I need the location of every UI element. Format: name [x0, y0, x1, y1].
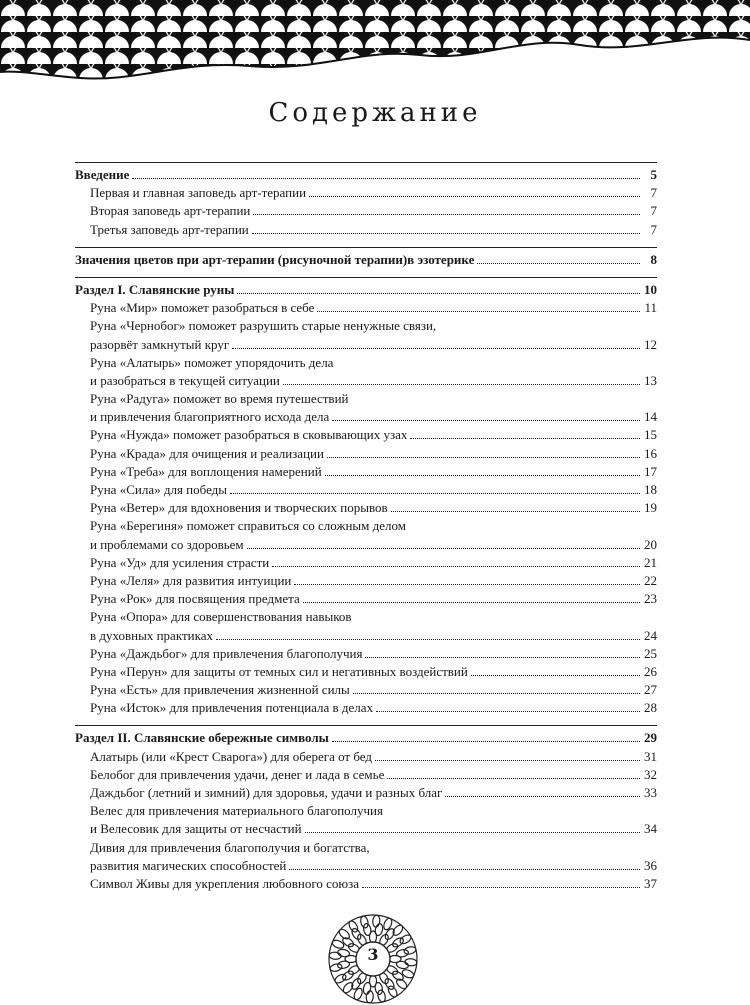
toc-page-number: 7 — [650, 221, 657, 237]
toc-page-number: 7 — [650, 185, 657, 201]
toc-entry-first-line: Руна «Чернобог» поможет разрушить старые ненужные связи, — [90, 318, 437, 334]
toc-entry[interactable] — [75, 875, 657, 893]
dot-leader — [376, 710, 640, 712]
toc-page-number: 26 — [644, 663, 657, 679]
toc-entry-title: Введение — [75, 167, 130, 182]
toc-page-number: 15 — [644, 427, 657, 443]
dot-leader — [317, 310, 640, 312]
toc-entry-title: и проблемами со здоровьем — [90, 536, 244, 552]
toc-page-number: 23 — [644, 591, 657, 607]
toc-entry[interactable] — [75, 820, 657, 838]
toc-section — [75, 277, 657, 718]
toc-page-number: 31 — [644, 748, 657, 764]
dot-leader — [365, 656, 640, 658]
toc-entry[interactable] — [75, 554, 657, 572]
dot-leader — [252, 232, 640, 234]
toc-page-number: 16 — [644, 445, 657, 461]
toc-page-number: 33 — [644, 785, 657, 800]
toc-entry-title: Руна «Леля» для развития интуиции — [90, 572, 292, 588]
dot-leader — [471, 674, 640, 676]
toc-entry-title: Алатырь (или «Крест Сварога») для оберега от бед — [90, 748, 373, 764]
toc-section-heading[interactable] — [75, 251, 657, 269]
dot-leader — [294, 583, 640, 585]
dot-leader — [332, 740, 640, 742]
toc-page-number: 18 — [644, 482, 657, 497]
page-title: Содержание — [268, 98, 482, 128]
toc-entry-title: и Велесовик для защиты от несчастий — [90, 821, 302, 837]
dot-leader — [327, 456, 640, 458]
toc-entry-title: Третья заповедь арт-терапии — [90, 221, 249, 237]
dot-leader — [391, 510, 640, 512]
dot-leader — [309, 195, 640, 197]
toc-entry-first-line: Руна «Берегиня» поможет справиться со сложным делом — [90, 518, 406, 534]
toc-section-heading[interactable] — [75, 729, 657, 747]
toc-entry-title: Белобог для привлечения удачи, денег и лада в семье — [90, 766, 385, 782]
dot-leader — [445, 795, 640, 797]
toc-page-number: 17 — [644, 463, 657, 479]
toc-entry-title: Руна «Уд» для усиления страсти — [90, 554, 270, 570]
toc-entry[interactable] — [75, 536, 657, 554]
dot-leader — [132, 177, 640, 179]
toc-entry-title: разорвёт замкнутый круг — [90, 336, 230, 352]
toc-entry-title: Даждьбог (летний и зимний) для здоровья, удачи и разных благ — [90, 785, 443, 800]
toc-page-number: 10 — [644, 281, 657, 297]
toc-section — [75, 247, 657, 269]
dot-leader — [353, 692, 640, 694]
toc-entry-first-line: Дивия для привлечения благополучия и богатства, — [90, 839, 370, 855]
toc-page-number: 32 — [644, 766, 657, 782]
toc-entry-title: Раздел I. Славянские руны — [75, 281, 235, 297]
toc-entry-title: Вторая заповедь арт-терапии — [90, 203, 251, 219]
toc-page-number: 20 — [644, 536, 657, 552]
toc-entry[interactable] — [75, 590, 657, 608]
dot-leader — [410, 437, 640, 439]
toc-entry[interactable] — [75, 748, 657, 766]
toc-entry[interactable] — [75, 572, 657, 590]
dot-leader — [230, 492, 640, 494]
toc-entry[interactable] — [75, 426, 657, 444]
dot-leader — [362, 886, 640, 888]
dot-leader — [216, 638, 640, 640]
toc-entry-title: Руна «Нужда» поможет разобраться в сковывающих узах — [90, 427, 408, 443]
toc-entry[interactable] — [75, 372, 657, 390]
toc-entry-title: Руна «Сила» для победы — [90, 482, 228, 497]
toc-page-number: 8 — [650, 251, 657, 267]
toc-entry[interactable] — [75, 184, 657, 202]
toc-entry[interactable] — [75, 766, 657, 784]
dot-leader — [375, 759, 640, 761]
toc-entry-title: Руна «Крада» для очищения и реализации — [90, 445, 324, 461]
dot-leader — [283, 383, 640, 385]
toc-entry[interactable] — [75, 857, 657, 875]
toc-entry-title: в духовных практиках — [90, 627, 213, 643]
toc-page-number: 25 — [644, 645, 657, 661]
dot-leader — [305, 831, 640, 833]
toc-entry[interactable] — [75, 481, 657, 499]
toc-page-number: 7 — [650, 203, 657, 219]
toc-entry[interactable] — [75, 699, 657, 717]
toc-entry[interactable] — [75, 408, 657, 426]
toc-entry-title: и привлечения благоприятного исхода дела — [90, 409, 330, 425]
toc-section-heading[interactable] — [75, 281, 657, 299]
toc-entry[interactable] — [75, 299, 657, 317]
toc-entry-title: Руна «Даждьбог» для привлечения благополучия — [90, 645, 363, 661]
dot-leader — [237, 292, 640, 294]
toc-entry[interactable] — [75, 336, 657, 354]
toc-page-number: 13 — [644, 372, 657, 388]
toc-entry[interactable] — [75, 681, 657, 699]
toc-entry-title: Руна «Перун» для защиты от темных сил и негативных воздействий — [90, 663, 468, 679]
toc-entry-title: Руна «Рок» для посвящения предмета — [90, 591, 300, 607]
toc-entry[interactable] — [75, 463, 657, 481]
toc-page-number: 14 — [644, 409, 657, 425]
dot-leader — [247, 547, 640, 549]
toc-entry-title: и разобраться в текущей ситуации — [90, 372, 280, 388]
toc-entry-title: Значения цветов при арт-терапии (рисуночной терапии)в эзотерике — [75, 251, 475, 267]
toc-entry-first-line: Велес для привлечения материального благополучия — [90, 803, 383, 819]
toc-page-number: 36 — [644, 857, 657, 873]
toc-entry[interactable] — [75, 627, 657, 645]
dot-leader — [387, 777, 640, 779]
toc-page-number: 22 — [644, 572, 657, 588]
toc-page-number: 21 — [644, 554, 657, 570]
toc-entry[interactable] — [75, 499, 657, 517]
toc-entry[interactable] — [75, 645, 657, 663]
toc-page-number: 28 — [644, 700, 657, 716]
toc-entry-first-line: Руна «Радуга» поможет во время путешествий — [90, 391, 349, 407]
toc-entry-title: Раздел II. Славянские обережные символы — [75, 730, 329, 746]
toc-page-number: 12 — [644, 336, 657, 352]
toc-section — [75, 162, 657, 239]
page-number: 3 — [367, 945, 379, 964]
toc-entry-title: Руна «Мир» поможет разобраться в себе — [90, 300, 315, 316]
toc-entry[interactable] — [75, 663, 657, 681]
toc-section — [75, 725, 657, 893]
toc-entry-title: Первая и главная заповедь арт-терапии — [90, 185, 307, 201]
dot-leader — [477, 262, 640, 264]
toc-entry-title: Символ Живы для укрепления любовного союза — [90, 875, 360, 891]
toc-entry-title: Руна «Есть» для привлечения жизненной силы — [90, 682, 350, 698]
toc-page-number: 29 — [644, 730, 657, 746]
toc-entry[interactable] — [75, 202, 657, 220]
dot-leader — [272, 565, 640, 567]
toc-entry[interactable] — [75, 445, 657, 463]
toc-page-number: 27 — [644, 682, 657, 698]
toc-entry-title: Руна «Треба» для воплощения намерений — [90, 463, 322, 479]
dot-leader — [325, 474, 640, 476]
toc-entry-title: Руна «Исток» для привлечения потенциала в делах — [90, 700, 374, 716]
toc-page-number: 37 — [644, 875, 657, 891]
toc-page-number: 11 — [644, 300, 657, 316]
table-of-contents — [75, 162, 657, 901]
toc-entry-title: развития магических способностей — [90, 857, 287, 873]
dot-leader — [303, 601, 640, 603]
toc-entry-title: Руна «Ветер» для вдохновения и творческих порывов — [90, 500, 388, 516]
toc-page-number: 19 — [644, 500, 657, 516]
decorative-scale-border — [0, 0, 750, 85]
dot-leader — [332, 419, 640, 421]
toc-page-number: 24 — [644, 627, 657, 643]
dot-leader — [289, 868, 640, 870]
toc-entry[interactable] — [75, 221, 657, 239]
toc-section-heading[interactable] — [75, 166, 657, 184]
toc-entry[interactable] — [75, 784, 657, 802]
toc-entry-first-line: Руна «Опора» для совершенствования навыков — [90, 609, 352, 625]
toc-entry-first-line: Руна «Алатырь» поможет упорядочить дела — [90, 354, 334, 370]
dot-leader — [253, 213, 640, 215]
toc-page-number: 34 — [644, 821, 657, 837]
toc-page-number: 5 — [650, 167, 657, 182]
dot-leader — [232, 347, 640, 349]
